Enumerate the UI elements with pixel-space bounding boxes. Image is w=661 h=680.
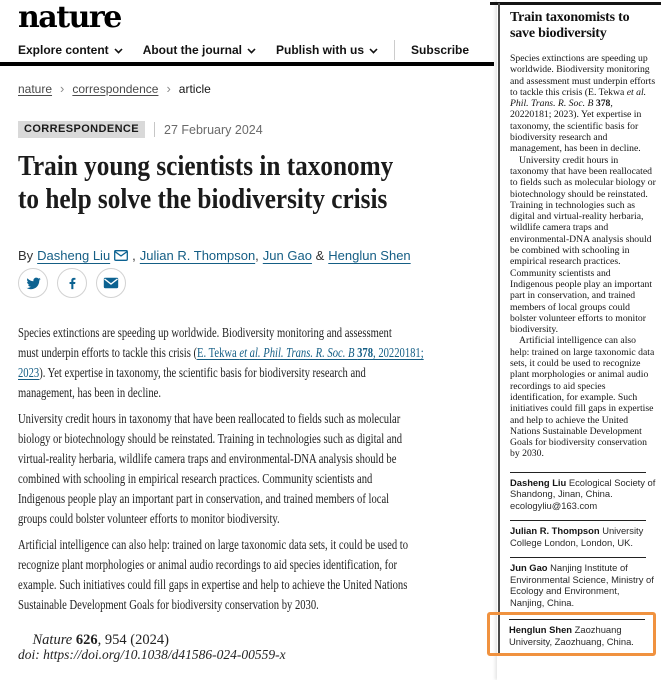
citation-journal: Nature — [32, 632, 76, 648]
doi-line: doi: https://doi.org/10.1038/d41586-024-00559-x — [18, 647, 286, 662]
facebook-icon — [65, 276, 80, 291]
breadcrumb — [18, 81, 211, 96]
nav-label: Publish with us — [276, 43, 365, 57]
breadcrumb-current-article: article — [178, 81, 211, 96]
affiliation-dasheng-liu — [510, 469, 656, 512]
author-link-dasheng-liu[interactable]: Dasheng Liu — [37, 248, 111, 263]
chevron-right-icon: › — [60, 81, 65, 96]
affiliation-detail: Ecological Society of Shandong, Jinan, China. ecologyliu@163.com — [510, 476, 656, 511]
author-link-jun-gao[interactable]: Jun Gao — [262, 248, 312, 263]
body-line: University credit hours in taxonomy that have been reallocated to fields such as molecular — [18, 411, 401, 426]
email-icon — [103, 277, 119, 289]
email-icon[interactable] — [114, 250, 128, 261]
email-share-button[interactable] — [96, 268, 126, 298]
meta-divider — [154, 122, 155, 137]
author-link-henglun-shen[interactable]: Henglun Shen — [328, 248, 411, 263]
nature-logo[interactable]: nature — [18, 0, 121, 35]
print-preview-panel — [497, 0, 661, 680]
chevron-down-icon — [114, 48, 123, 54]
affiliation-name: Jun Gao — [510, 562, 548, 574]
twitter-icon — [26, 276, 41, 291]
body-line: recognize plant morphologies or animal audio recordings to aid species identification, for — [18, 557, 398, 572]
affiliation-name: Dasheng Liu — [510, 476, 567, 488]
affiliation-detail: University College London, London, UK. — [510, 525, 644, 548]
title-line: Train young scientists in taxonomy — [18, 150, 394, 182]
highlight-box — [487, 612, 656, 656]
body-line: combined with schooling in empirical research practices. Community scientists and — [18, 471, 373, 486]
chevron-down-icon — [369, 48, 378, 54]
reference-link[interactable]: 2023 — [18, 365, 40, 380]
byline-separator: , — [255, 248, 259, 263]
nav-publish-with-us[interactable] — [276, 43, 378, 57]
affiliation-detail: Zaozhuang University, Zaozhuang, China. — [509, 624, 634, 647]
byline-ampersand: & — [315, 248, 325, 263]
paragraph — [18, 409, 489, 529]
reference-link[interactable]: E. Tekwa et al. Phil. Trans. R. Soc. B 378, 20220181; — [197, 345, 424, 360]
nav-explore-content[interactable] — [18, 43, 123, 57]
print-body — [510, 53, 656, 460]
affiliation-name: Henglun Shen — [509, 624, 573, 636]
nav-label: About the journal — [142, 43, 243, 57]
nav-label: Explore content — [18, 43, 109, 57]
citation-volume: 626 — [75, 632, 98, 648]
print-paragraph: University credit hours in taxonomy that have been reallocated to fields such as molecular biology or biotechnology should be reinstated. Training in technologies such as digital and virtual-reality herbaria, wildlife camera traps and environmental-DNA analysis should be combined with schooling in empirical research practices. Community scientists and Indigenous people play an important part in conservation, and trained members of local groups could bolster volunteer efforts to monitor biodiversity. — [510, 154, 656, 336]
print-title: Train taxonomists to save biodiversity — [510, 10, 630, 41]
print-affiliations — [510, 469, 656, 657]
title-line: to help solve the biodiversity crisis — [18, 183, 388, 215]
breadcrumb-link-nature[interactable]: nature — [18, 81, 53, 96]
affiliation-julian-thompson — [510, 517, 656, 548]
affiliation-name: Julian R. Thompson — [510, 525, 600, 537]
body-line: management, has been in decline. — [18, 385, 162, 400]
body-line: example. Such initiatives could fill gaps in expertise and help to achieve the United Nations — [18, 577, 408, 592]
body-line: groups could bolster volunteer efforts to monitor biodiversity. — [18, 511, 280, 526]
paragraph — [18, 535, 489, 615]
nav-divider — [394, 40, 395, 60]
body-line: Indigenous people play an important part in conservation, and trained members of local — [18, 491, 390, 506]
byline-prefix: By — [18, 248, 34, 263]
publish-date: 27 February 2024 — [164, 122, 263, 137]
chevron-right-icon: › — [166, 81, 171, 96]
print-column — [510, 10, 656, 656]
body-line: Artificial intelligence can also help: trained on large taxonomic data sets, it could be used to — [18, 537, 409, 552]
nav-subscribe[interactable]: Subscribe — [411, 43, 470, 57]
print-paragraph: Artificial intelligence can also help: trained on large taxonomic data sets, it could be used to recognize plant morphologies or animal audio recordings to aid species identification, for example. Such initiatives could fill gaps in expertise and help to achieve the United Nations Sustainable Development Goals for biodiversity conservation by 2030. — [510, 335, 655, 460]
author-link-julian-thompson[interactable]: Julian R. Thompson — [139, 248, 256, 263]
body-line: Sustainable Development Goals for biodiversity conservation by 2030. — [18, 597, 319, 612]
article-title — [18, 150, 505, 216]
correspondence-badge: CORRESPONDENCE — [18, 121, 145, 138]
print-paragraph: Species extinctions are speeding up worldwide. Biodiversity monitoring and assessment must underpin efforts to tackle this crisis (E. Tekwa et al. Phil. Trans. R. Soc. B 378, 20220181; 2023). Yet expertise in taxonomy, the scientific basis for biodiversity research and management, has been in decline. — [510, 53, 656, 155]
breadcrumb-link-correspondence[interactable]: correspondence — [72, 81, 159, 96]
byline-separator: , — [132, 248, 136, 263]
facebook-share-button[interactable] — [57, 268, 87, 298]
body-line: ). Yet expertise in taxonomy, the scientific basis for biodiversity research and — [39, 365, 366, 380]
print-left-rule — [498, 3, 500, 653]
print-top-rule — [490, 2, 661, 5]
affiliation-henglun-shen — [509, 616, 650, 647]
article-meta-row — [18, 121, 263, 138]
share-buttons — [18, 268, 126, 298]
body-line: virtual-reality herbaria, wildlife camera traps and environmental-DNA analysis should be — [18, 451, 397, 466]
citation-pages: , 954 (2024) — [97, 632, 169, 648]
twitter-share-button[interactable] — [18, 268, 48, 298]
nav-about-the-journal[interactable] — [143, 43, 256, 57]
paragraph — [18, 323, 489, 403]
body-line: must underpin efforts to tackle this crisis ( — [18, 345, 198, 360]
header-rule — [0, 62, 494, 66]
body-line: Species extinctions are speeding up worldwide. Biodiversity monitoring and assessment — [18, 325, 392, 340]
main-nav — [18, 40, 489, 60]
body-line: biology or biotechnology should be reinstated. Training in technologies such as digital and — [18, 431, 403, 446]
affiliation-detail: Nanjing Institute of Environmental Science, Ministry of Ecology and Environment, Nanjing, China. — [510, 562, 654, 608]
chevron-down-icon — [247, 48, 256, 54]
affiliation-jun-gao — [510, 554, 656, 608]
byline — [18, 248, 411, 263]
article-body — [18, 323, 489, 621]
